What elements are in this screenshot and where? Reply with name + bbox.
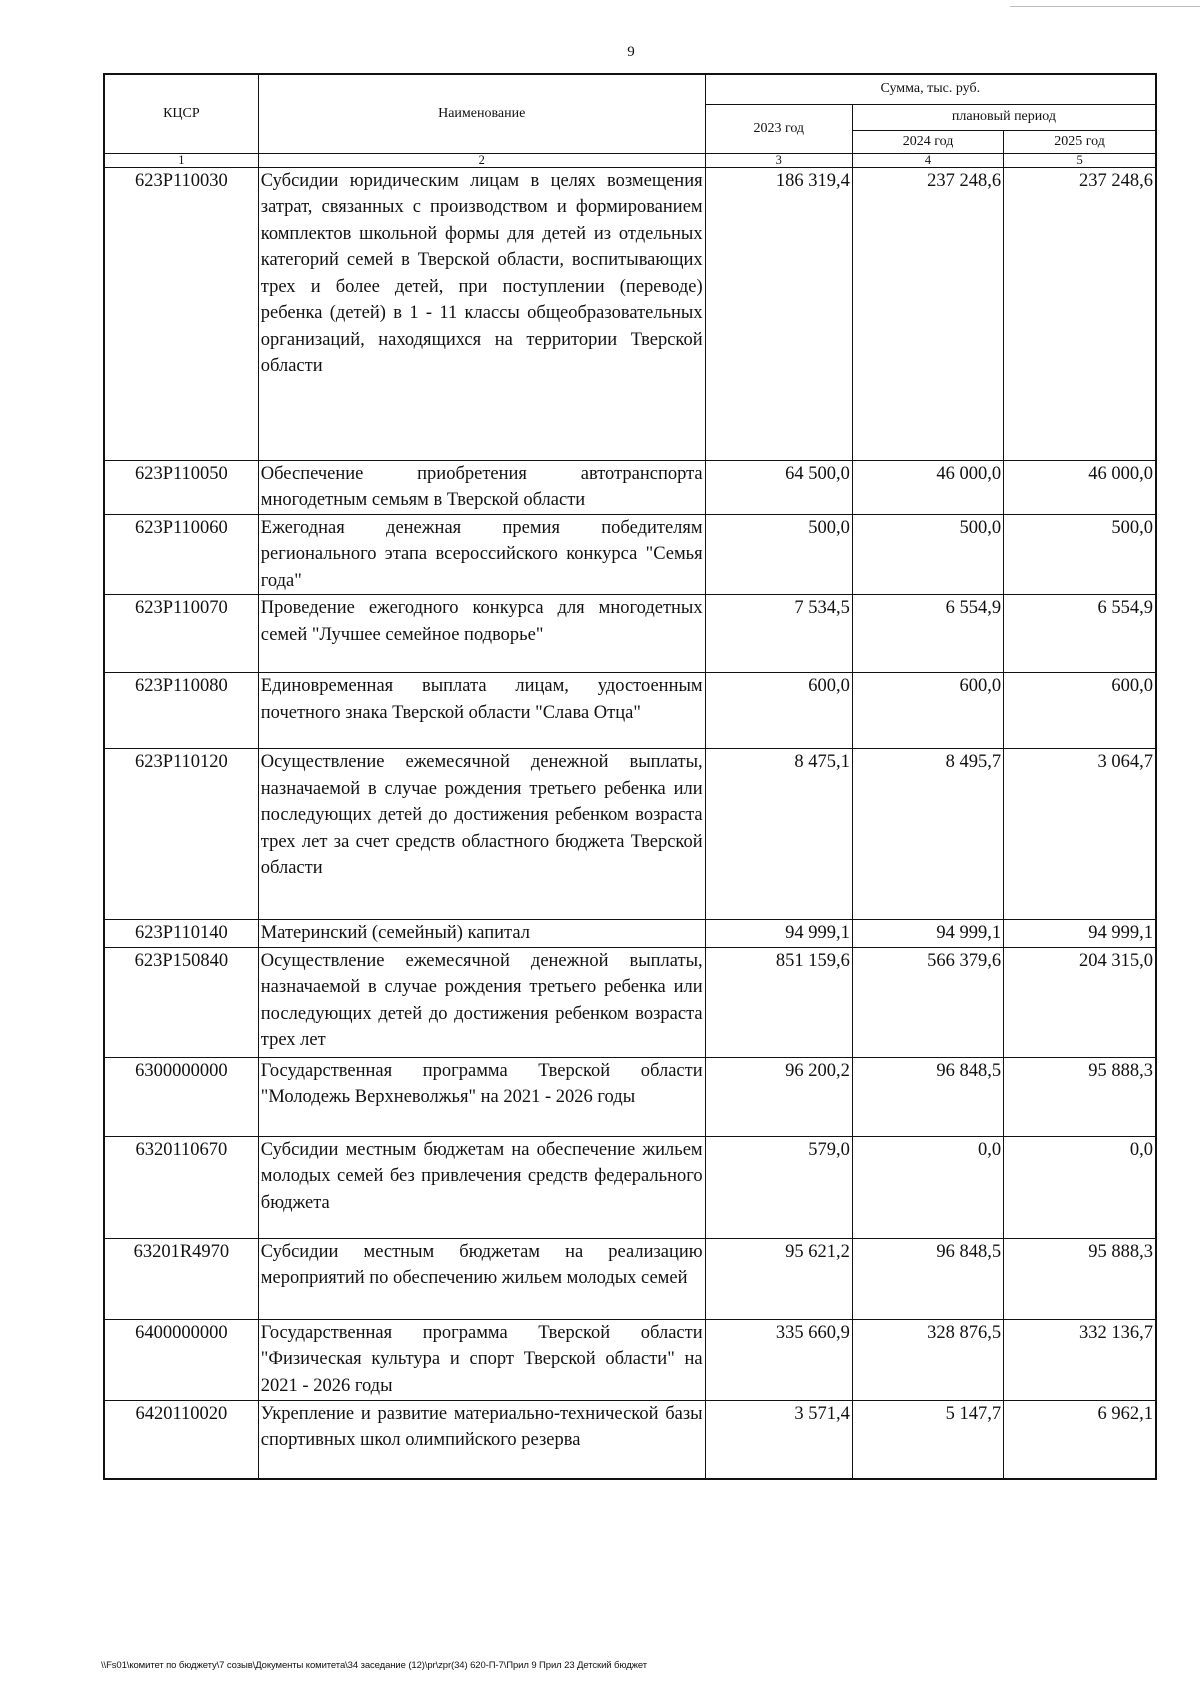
row-name: Государственная программа Тверской области "Физическая культура и спорт Тверской области" на 2021 - 2026 годы (258, 1319, 705, 1400)
column-number: 2 (258, 153, 705, 167)
row-value-2023: 186 319,4 (705, 167, 852, 460)
row-value-2023: 95 621,2 (705, 1238, 852, 1319)
row-code: 623P110060 (104, 514, 258, 595)
row-value-2024: 5 147,7 (852, 1400, 1003, 1479)
header-code: КЦСР (104, 74, 258, 153)
header-name: Наименование (258, 74, 705, 153)
row-name: Субсидии местным бюджетам на реализацию мероприятий по обеспечению жильем молодых семей (258, 1238, 705, 1319)
row-name: Субсидии юридическим лицам в целях возмещения затрат, связанных с производством и формированием комплектов школьной формы для детей из отдельных категорий семей в Тверской области, воспитывающих трех и более детей, при поступлении (переводе) ребенка (детей) в 1 - 11 классы общеобразовательных организаций, находящихся на территории Тверской области (258, 167, 705, 460)
row-name: Осуществление ежемесячной денежной выплаты, назначаемой в случае рождения третьего ребенка или последующих детей до достижения ребенком возраста трех лет за счет средств областного бюджета Тверской области (258, 749, 705, 920)
row-name: Субсидии местным бюджетам на обеспечение жильем молодых семей без привлечения средств федерального бюджета (258, 1136, 705, 1238)
row-value-2023: 579,0 (705, 1136, 852, 1238)
row-value-2025: 95 888,3 (1004, 1238, 1156, 1319)
header-sum: Сумма, тыс. руб. (705, 74, 1156, 104)
row-value-2025: 46 000,0 (1004, 460, 1156, 514)
table-row-program (104, 1057, 1156, 1136)
row-value-2023: 3 571,4 (705, 1400, 852, 1479)
row-value-2025: 95 888,3 (1004, 1057, 1156, 1136)
scan-mark (1010, 6, 1200, 7)
row-value-2025: 600,0 (1004, 673, 1156, 749)
table-row (104, 920, 1156, 948)
row-value-2025: 237 248,6 (1004, 167, 1156, 460)
row-value-2024: 0,0 (852, 1136, 1003, 1238)
row-code: 6320110670 (104, 1136, 258, 1238)
table-row (104, 460, 1156, 514)
header-year-2025: 2025 год (1004, 130, 1156, 153)
row-name: Обеспечение приобретения автотранспорта многодетным семьям в Тверской области (258, 460, 705, 514)
row-value-2025: 3 064,7 (1004, 749, 1156, 920)
row-value-2024: 46 000,0 (852, 460, 1003, 514)
row-value-2023: 94 999,1 (705, 920, 852, 948)
row-code: 623P110080 (104, 673, 258, 749)
row-value-2025: 6 554,9 (1004, 595, 1156, 673)
row-value-2024: 600,0 (852, 673, 1003, 749)
row-value-2023: 7 534,5 (705, 595, 852, 673)
table-row (104, 167, 1156, 460)
row-name: Проведение ежегодного конкурса для многодетных семей "Лучшее семейное подворье" (258, 595, 705, 673)
row-value-2023: 600,0 (705, 673, 852, 749)
row-code: 6400000000 (104, 1319, 258, 1400)
row-code: 623P110120 (104, 749, 258, 920)
header-year-2024: 2024 год (852, 130, 1003, 153)
row-value-2025: 6 962,1 (1004, 1400, 1156, 1479)
row-value-2025: 500,0 (1004, 514, 1156, 595)
row-value-2024: 6 554,9 (852, 595, 1003, 673)
row-code: 6420110020 (104, 1400, 258, 1479)
column-number: 5 (1004, 153, 1156, 167)
row-code: 63201R4970 (104, 1238, 258, 1319)
row-code: 623P110070 (104, 595, 258, 673)
row-value-2023: 851 159,6 (705, 947, 852, 1057)
header-planning-period: плановый период (852, 104, 1156, 130)
row-name: Единовременная выплата лицам, удостоенным почетного знака Тверской области "Слава Отца" (258, 673, 705, 749)
row-code: 623P110140 (104, 920, 258, 948)
column-number: 4 (852, 153, 1003, 167)
row-value-2023: 96 200,2 (705, 1057, 852, 1136)
table-row (104, 514, 1156, 595)
table-row (104, 1238, 1156, 1319)
table-row (104, 749, 1156, 920)
column-number: 3 (705, 153, 852, 167)
row-value-2025: 204 315,0 (1004, 947, 1156, 1057)
row-name: Государственная программа Тверской области "Молодежь Верхневолжья" на 2021 - 2026 годы (258, 1057, 705, 1136)
table-row-program (104, 1319, 1156, 1400)
row-value-2024: 96 848,5 (852, 1057, 1003, 1136)
row-value-2024: 566 379,6 (852, 947, 1003, 1057)
row-value-2024: 96 848,5 (852, 1238, 1003, 1319)
table-row (104, 595, 1156, 673)
row-value-2023: 335 660,9 (705, 1319, 852, 1400)
row-value-2025: 94 999,1 (1004, 920, 1156, 948)
row-value-2023: 8 475,1 (705, 749, 852, 920)
table-row (104, 947, 1156, 1057)
row-code: 6300000000 (104, 1057, 258, 1136)
table-row (104, 1136, 1156, 1238)
page-number: 9 (627, 44, 635, 60)
header-year-2023: 2023 год (705, 104, 852, 153)
row-value-2024: 94 999,1 (852, 920, 1003, 948)
row-value-2024: 8 495,7 (852, 749, 1003, 920)
row-value-2024: 328 876,5 (852, 1319, 1003, 1400)
table-row (104, 1400, 1156, 1479)
row-name: Укрепление и развитие материально-технической базы спортивных школ олимпийского резерва (258, 1400, 705, 1479)
row-code: 623P150840 (104, 947, 258, 1057)
row-name: Осуществление ежемесячной денежной выплаты, назначаемой в случае рождения третьего ребенка или последующих детей до достижения ребенком возраста трех лет (258, 947, 705, 1057)
footer-file-path: \\Fs01\комитет по бюджету\7 созыв\Документы комитета\34 заседание (12)\pr\zpr(34) 620-П-7\Прил 9 Прил 23 Детский бюджет (101, 1660, 648, 1671)
column-numbers-row (104, 153, 1156, 167)
row-value-2023: 64 500,0 (705, 460, 852, 514)
row-value-2025: 0,0 (1004, 1136, 1156, 1238)
row-code: 623P110030 (104, 167, 258, 460)
row-code: 623P110050 (104, 460, 258, 514)
row-value-2024: 500,0 (852, 514, 1003, 595)
table-row (104, 673, 1156, 749)
column-number: 1 (104, 153, 258, 167)
row-name: Материнский (семейный) капитал (258, 920, 705, 948)
budget-table (103, 73, 1157, 1480)
row-name: Ежегодная денежная премия победителям регионального этапа всероссийского конкурса "Семья года" (258, 514, 705, 595)
row-value-2023: 500,0 (705, 514, 852, 595)
row-value-2024: 237 248,6 (852, 167, 1003, 460)
row-value-2025: 332 136,7 (1004, 1319, 1156, 1400)
